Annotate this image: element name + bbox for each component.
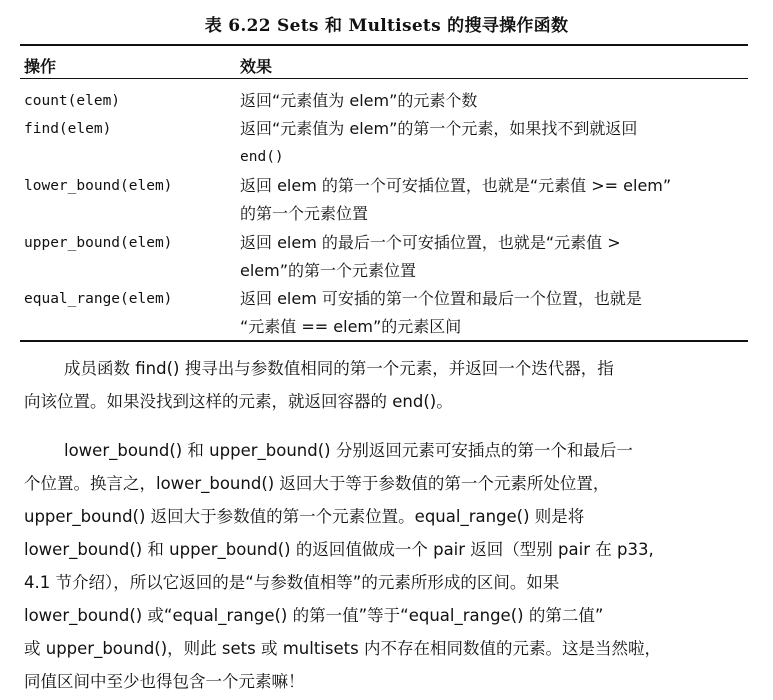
paragraph-line: 个位置。换言之，lower_bound() 返回大于等于参数值的第一个元素所处位置， [24,474,610,493]
paragraph-line: lower_bound() 和 upper_bound() 分别返回元素可安插点的第一个和最后一 [64,441,633,460]
paragraph-line: upper_bound() 返回大于参数值的第一个元素位置。equal_range() 则是将 [24,507,585,526]
operation-effect [240,87,746,115]
effect-line: 返回“元素值为 elem”的元素个数 [240,91,478,110]
effect-line: end() [240,149,284,165]
operation-name: upper_bound(elem) [24,235,173,251]
effect-line: 返回 elem 可安插的第一个位置和最后一个位置，也就是 [240,289,642,308]
paragraph-line: lower_bound() 或“equal_range() 的第一值”等于“equal_range() 的第二值” [24,606,604,625]
effect-line: 返回 elem 的最后一个可安插位置，也就是“元素值 > [240,233,621,252]
paragraph-line: 或 upper_bound()，则此 sets 或 multisets 内不存在相同数值的元素。这是当然啦， [24,639,661,658]
paragraph-line: 成员函数 find() 搜寻出与参数值相同的第一个元素，并返回一个迭代器，指 [64,359,614,378]
operation-name: lower_bound(elem) [24,178,173,194]
header-effect: 效果 [240,57,273,76]
operation-name: count(elem) [24,93,121,109]
effect-line: elem”的第一个元素位置 [240,261,417,280]
table-header-rule [20,78,748,79]
operation-effect [240,172,746,228]
table-caption: 表 6.22 Sets 和 Multisets 的搜寻操作函数 [204,16,569,36]
operation-effect [240,115,746,171]
effect-line: 返回“元素值为 elem”的第一个元素，如果找不到就返回 [240,119,638,138]
operation-effect [240,229,746,285]
effect-line: 返回 elem 的第一个可安插位置，也就是“元素值 >= elem” [240,176,672,195]
paragraph-bounds [24,434,746,698]
paragraph-line: lower_bound() 和 upper_bound() 的返回值做成一个 pair 返回（型别 pair 在 p33, [24,540,654,559]
header-operation: 操作 [24,57,57,76]
table-top-rule [20,44,748,46]
operation-effect [240,285,746,341]
operation-name: find(elem) [24,121,112,137]
paragraph-line: 4.1 节介绍），所以它返回的是“与参数值相等”的元素所形成的区间。如果 [24,573,560,592]
paragraph-line: 同值区间中至少也得包含一个元素嘛！ [24,672,305,691]
paragraph-line: 向该位置。如果没找到这样的元素，就返回容器的 end()。 [24,392,453,411]
paragraph-find [24,352,746,418]
effect-line: 的第一个元素位置 [240,204,369,223]
effect-line: “元素值 == elem”的元素区间 [240,317,462,336]
operation-name: equal_range(elem) [24,291,173,307]
